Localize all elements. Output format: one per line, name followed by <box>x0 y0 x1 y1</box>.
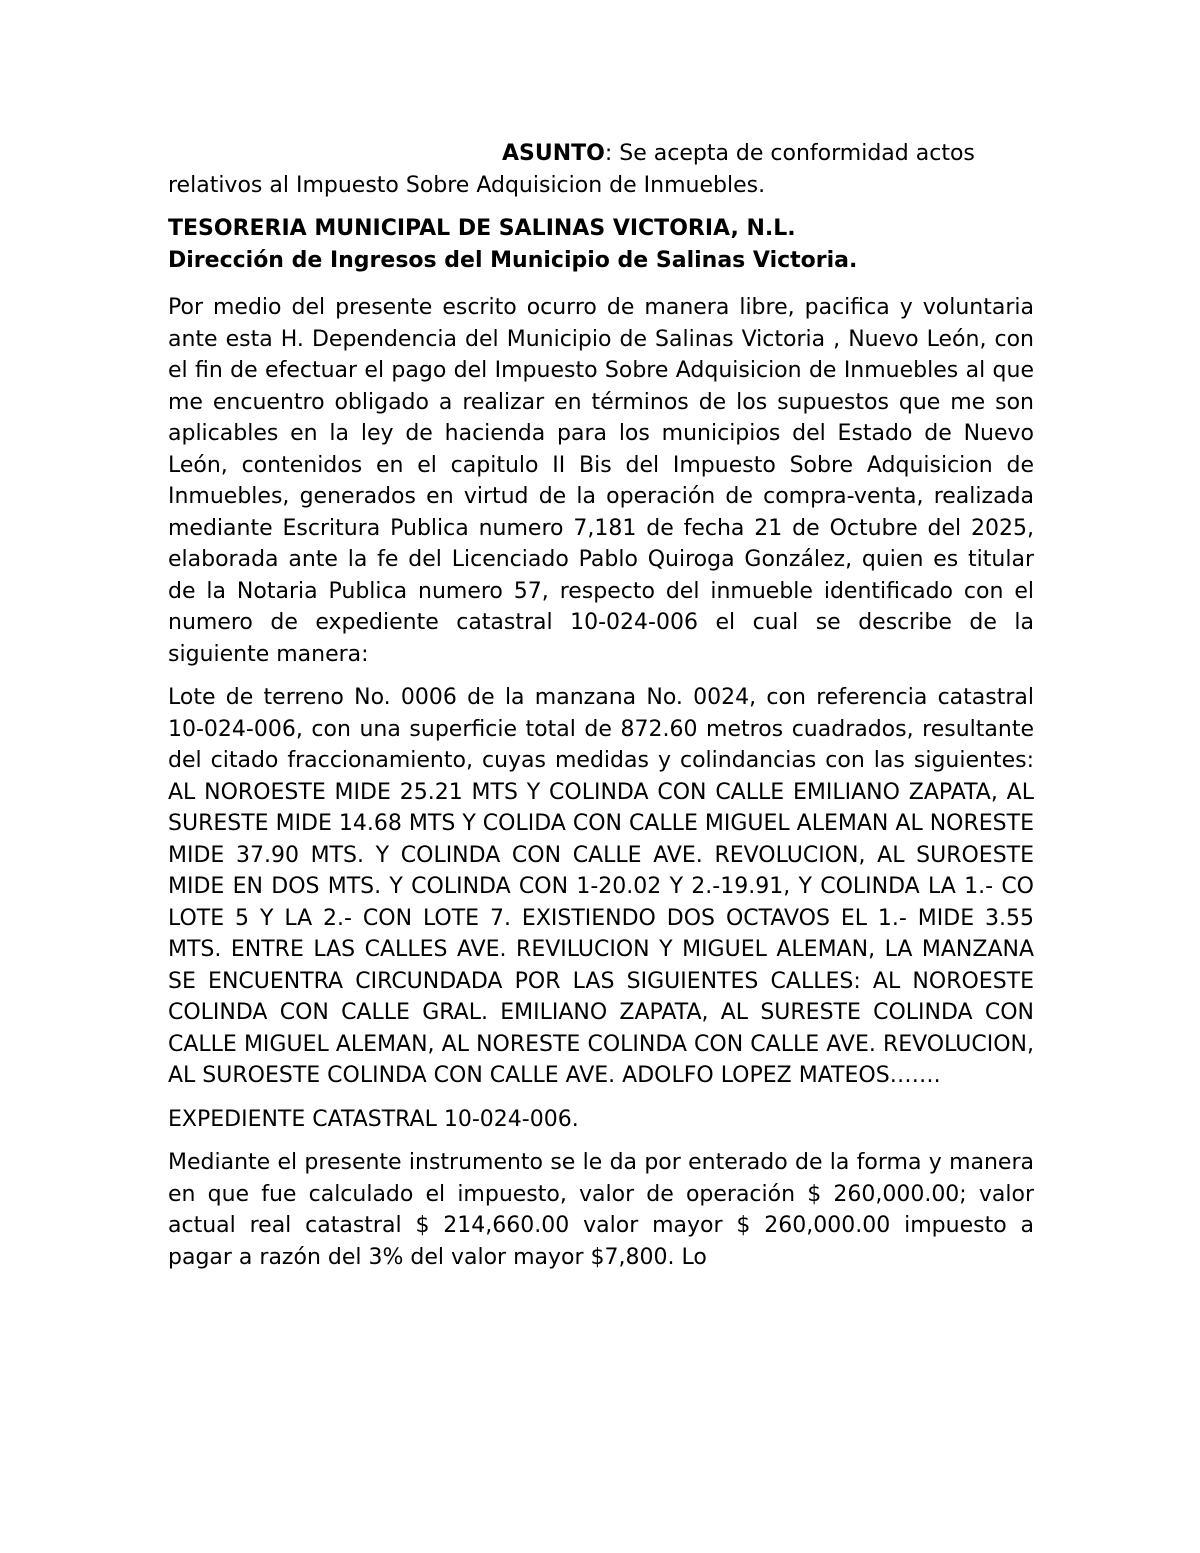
intro-paragraph: Por medio del presente escrito ocurro de manera libre, pacifica y voluntaria ante esta H. Dependencia del Municipio de Salinas Victoria , Nuevo León, con el fin de efectuar el pago del Impuesto Sobre Adquisicion de Inmuebles al que me encuentro obligado a realizar en términos de los supuestos que me son aplicables en la ley de hacienda para los municipios del Estado de Nuevo León, contenidos en el capitulo II Bis del Impuesto Sobre Adquisicion de Inmuebles, generados en virtud de la operación de compra-venta, realizada mediante Escritura Publica numero 7,181 de fecha 21 de Octubre del 2025, elaborada ante la fe del Licenciado Pablo Quiroga González, quien es titular de la Notaria Publica numero 57, respecto del inmueble identificado con el numero de expediente catastral 10-024-006 el cual se describe de la siguiente manera: <box>168 295 1034 667</box>
subject-label: ASUNTO <box>502 141 605 166</box>
property-description-paragraph: Lote de terreno No. 0006 de la manzana No. 0024, con referencia catastral 10-024-006, con una superficie total de 872.60 metros cuadrados, resultante del citado fraccionamiento, cuyas medidas y colindancias con las siguientes: AL NOROESTE MIDE 25.21 MTS Y COLINDA CON CALLE EMILIANO ZAPATA, AL SURESTE MIDE 14.68 MTS Y COLIDA CON CALLE MIGUEL ALEMAN AL NORESTE MIDE 37.90 MTS. Y COLINDA CON CALLE AVE. REVOLUCION, AL SUROESTE MIDE EN DOS MTS. Y COLINDA CON 1-20.02 Y 2.-19.91, Y COLINDA LA 1.- CO LOTE 5 Y LA 2.- CON LOTE 7. EXISTIENDO DOS OCTAVOS EL 1.- MIDE 3.55 MTS. ENTRE LAS CALLES AVE. REVILUCION Y MIGUEL ALEMAN, LA MANZANA SE ENCUENTRA CIRCUNDADA POR LAS SIGUIENTES CALLES: AL NOROESTE COLINDA CON CALLE GRAL. EMILIANO ZAPATA, AL SURESTE COLINDA CON CALLE MIGUEL ALEMAN, AL NORESTE COLINDA CON CALLE AVE. REVOLUCION, AL SUROESTE COLINDA CON CALLE AVE. ADOLFO LOPEZ MATEOS……. <box>168 685 1034 1088</box>
subject-text: : Se acepta de conformidad actos relativos al Impuesto Sobre Adquisicion de Inmuebles. <box>168 141 975 198</box>
calculation-paragraph: Mediante el presente instrumento se le da por enterado de la forma y manera en que fue calculado el impuesto, valor de operación $ 260,000.00; valor actual real catastral $ 214,660.00 valor mayor $ 260,000.00 impuesto a pagar a razón del 3% del valor mayor $7,800. Lo <box>168 1150 1034 1270</box>
addressee-line-1: TESORERIA MUNICIPAL DE SALINAS VICTORIA, N.L. <box>168 216 796 241</box>
subject-line <box>168 138 1034 201</box>
addressee-line-2: Dirección de Ingresos del Municipio de Salinas Victoria. <box>168 247 858 273</box>
expediente-paragraph: EXPEDIENTE CATASTRAL 10-024-006. <box>168 1106 579 1132</box>
document-page <box>168 138 1034 1285</box>
addressee-block <box>168 213 1034 276</box>
